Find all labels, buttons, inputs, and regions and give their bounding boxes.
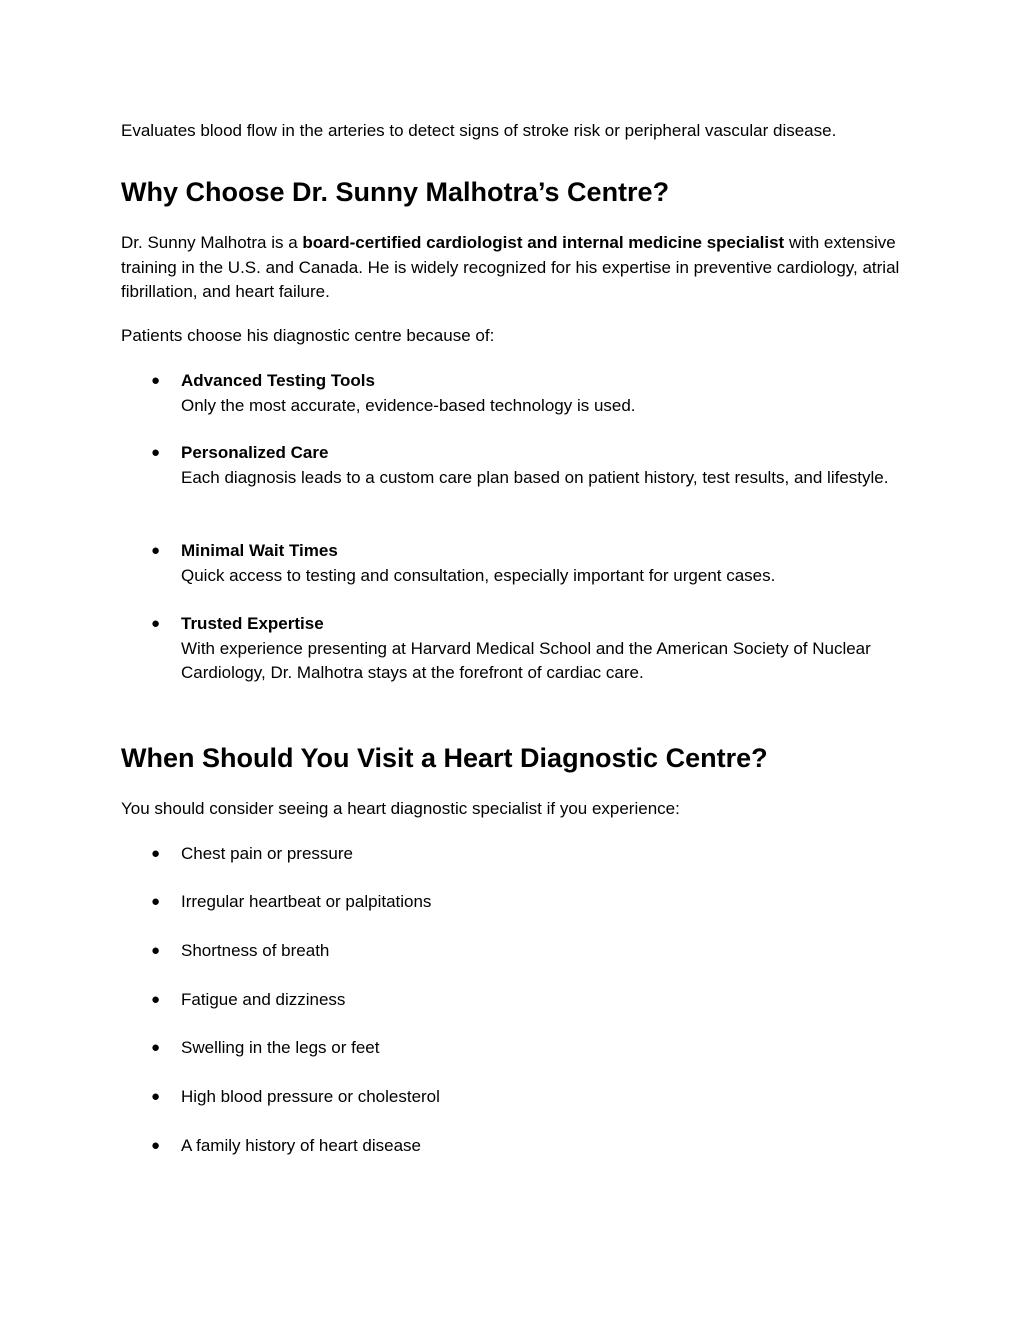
symptoms-intro-paragraph: You should consider seeing a heart diagnostic specialist if you experience: [121, 799, 680, 818]
bullet-marker: ● [151, 1039, 161, 1056]
symptom-item: Irregular heartbeat or palpitations [181, 892, 432, 911]
list-item-personalized-care [181, 441, 901, 490]
bullet-marker: ● [151, 542, 161, 559]
doctor-bio-paragraph [121, 231, 911, 305]
bullet-marker: ● [151, 372, 161, 389]
intro-paragraph: Evaluates blood flow in the arteries to detect signs of stroke risk or peripheral vascular disease. [121, 121, 837, 140]
section-heading-when-visit: When Should You Visit a Heart Diagnostic Centre? [121, 743, 768, 773]
bio-text-start: Dr. Sunny Malhotra is a [121, 233, 303, 252]
bullet-marker: ● [151, 1137, 161, 1154]
symptom-item: Swelling in the legs or feet [181, 1038, 380, 1057]
bio-text-end: with extensive training in the U.S. and Canada. He is widely recognized for his expertise in preventive cardiology, atrial fibrillation, and heart failure. [121, 233, 900, 301]
list-item-description: With experience presenting at Harvard Medical School and the American Society of Nuclear Cardiology, Dr. Malhotra stays at the forefront of cardiac care. [181, 638, 871, 682]
section-heading-why-choose: Why Choose Dr. Sunny Malhotra’s Centre? [121, 177, 670, 207]
bullet-marker: ● [151, 942, 161, 959]
symptom-item: Shortness of breath [181, 941, 330, 960]
bullet-marker: ● [151, 893, 161, 910]
list-item-title: Minimal Wait Times [181, 541, 338, 560]
list-item-title: Advanced Testing Tools [181, 371, 375, 390]
symptom-item: A family history of heart disease [181, 1136, 422, 1155]
list-item-minimal-wait [181, 539, 901, 588]
list-item-description: Only the most accurate, evidence-based technology is used. [181, 395, 636, 415]
reasons-intro-paragraph: Patients choose his diagnostic centre because of: [121, 326, 495, 345]
list-item-advanced-testing [181, 369, 901, 418]
list-item-description: Each diagnosis leads to a custom care plan based on patient history, test results, and lifestyle. [181, 467, 889, 487]
symptom-item: Chest pain or pressure [181, 844, 353, 863]
bio-text-bold: board-certified cardiologist and internal medicine specialist [302, 233, 785, 252]
symptom-item: High blood pressure or cholesterol [181, 1087, 440, 1106]
list-item-description: Quick access to testing and consultation, especially important for urgent cases. [181, 565, 776, 585]
bullet-marker: ● [151, 615, 161, 632]
bullet-marker: ● [151, 1088, 161, 1105]
list-item-trusted-expertise [181, 612, 901, 686]
symptom-item: Fatigue and dizziness [181, 990, 346, 1009]
bullet-marker: ● [151, 845, 161, 862]
bullet-marker: ● [151, 444, 161, 461]
list-item-title: Trusted Expertise [181, 614, 324, 633]
list-item-title: Personalized Care [181, 443, 329, 462]
bullet-marker: ● [151, 991, 161, 1008]
